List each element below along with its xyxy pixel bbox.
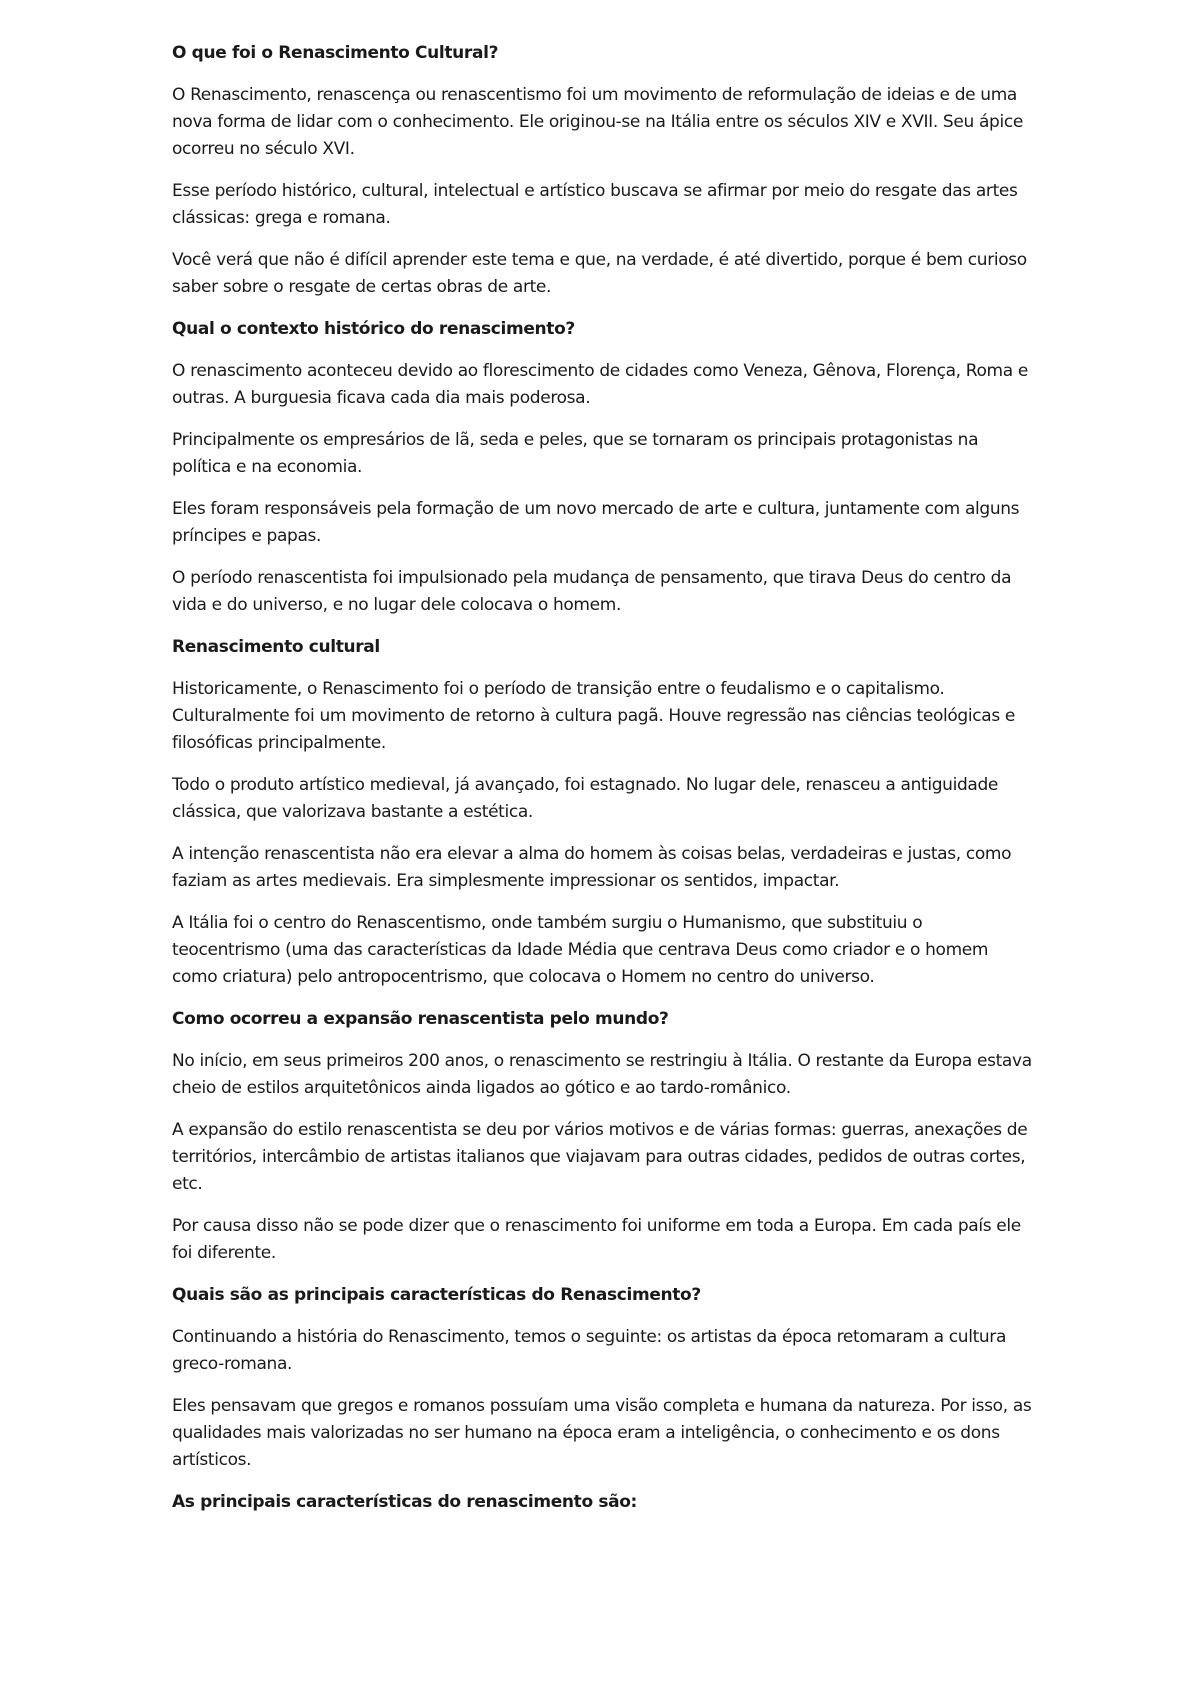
- section-heading: As principais características do renascimento são:: [172, 1492, 638, 1512]
- paragraph: A Itália foi o centro do Renascentismo, onde também surgiu o Humanismo, que substituiu o teocentrismo (uma das características da Idade Média que centrava Deus como criador e o homem como criatura) pelo antropocentrismo, que colocava o Homem no centro do universo.: [172, 913, 989, 987]
- paragraph: Principalmente os empresários de lã, seda e peles, que se tornaram os principais protagonistas na política e na economia.: [172, 430, 979, 477]
- paragraph: Historicamente, o Renascimento foi o período de transição entre o feudalismo e o capitalismo. Culturalmente foi um movimento de retorno à cultura pagã. Houve regressão nas ciências teológicas e filosóficas principalmente.: [172, 679, 1015, 753]
- section-heading: Quais são as principais características do Renascimento?: [172, 1285, 701, 1305]
- paragraph: Eles foram responsáveis pela formação de um novo mercado de arte e cultura, juntamente com alguns príncipes e papas.: [172, 499, 1020, 546]
- section-heading: Renascimento cultural: [172, 637, 380, 657]
- document-page: [172, 40, 1032, 1531]
- paragraph: A expansão do estilo renascentista se deu por vários motivos e de várias formas: guerras, anexações de territórios, intercâmbio de artistas italianos que viajavam para outras cidades, pedidos de outras cortes, etc.: [172, 1120, 1028, 1194]
- section-heading: Como ocorreu a expansão renascentista pelo mundo?: [172, 1009, 669, 1029]
- paragraph: O renascimento aconteceu devido ao florescimento de cidades como Veneza, Gênova, Florença, Roma e outras. A burguesia ficava cada dia mais poderosa.: [172, 361, 1028, 408]
- paragraph: O período renascentista foi impulsionado pela mudança de pensamento, que tirava Deus do centro da vida e do universo, e no lugar dele colocava o homem.: [172, 568, 1012, 615]
- paragraph: Esse período histórico, cultural, intelectual e artístico buscava se afirmar por meio do resgate das artes clássicas: grega e romana.: [172, 181, 1018, 228]
- section-heading: O que foi o Renascimento Cultural?: [172, 43, 499, 63]
- paragraph: Por causa disso não se pode dizer que o renascimento foi uniforme em toda a Europa. Em cada país ele foi diferente.: [172, 1216, 1021, 1263]
- paragraph: A intenção renascentista não era elevar a alma do homem às coisas belas, verdadeiras e justas, como faziam as artes medievais. Era simplesmente impressionar os sentidos, impactar.: [172, 844, 1012, 891]
- section-heading: Qual o contexto histórico do renascimento?: [172, 319, 575, 339]
- paragraph: No início, em seus primeiros 200 anos, o renascimento se restringiu à Itália. O restante da Europa estava cheio de estilos arquitetônicos ainda ligados ao gótico e ao tardo-românico.: [172, 1051, 1032, 1098]
- paragraph: O Renascimento, renascença ou renascentismo foi um movimento de reformulação de ideias e de uma nova forma de lidar com o conhecimento. Ele originou-se na Itália entre os séculos XIV e XVII. Seu ápice ocorreu no século XVI.: [172, 85, 1023, 159]
- paragraph: Continuando a história do Renascimento, temos o seguinte: os artistas da época retomaram a cultura greco-romana.: [172, 1327, 1007, 1374]
- paragraph: Eles pensavam que gregos e romanos possuíam uma visão completa e humana da natureza. Por isso, as qualidades mais valorizadas no ser humano na época eram a inteligência, o conhecimento e os dons artísticos.: [172, 1396, 1032, 1470]
- paragraph: Todo o produto artístico medieval, já avançado, foi estagnado. No lugar dele, renasceu a antiguidade clássica, que valorizava bastante a estética.: [172, 775, 999, 822]
- paragraph: Você verá que não é difícil aprender este tema e que, na verdade, é até divertido, porque é bem curioso saber sobre o resgate de certas obras de arte.: [172, 250, 1027, 297]
